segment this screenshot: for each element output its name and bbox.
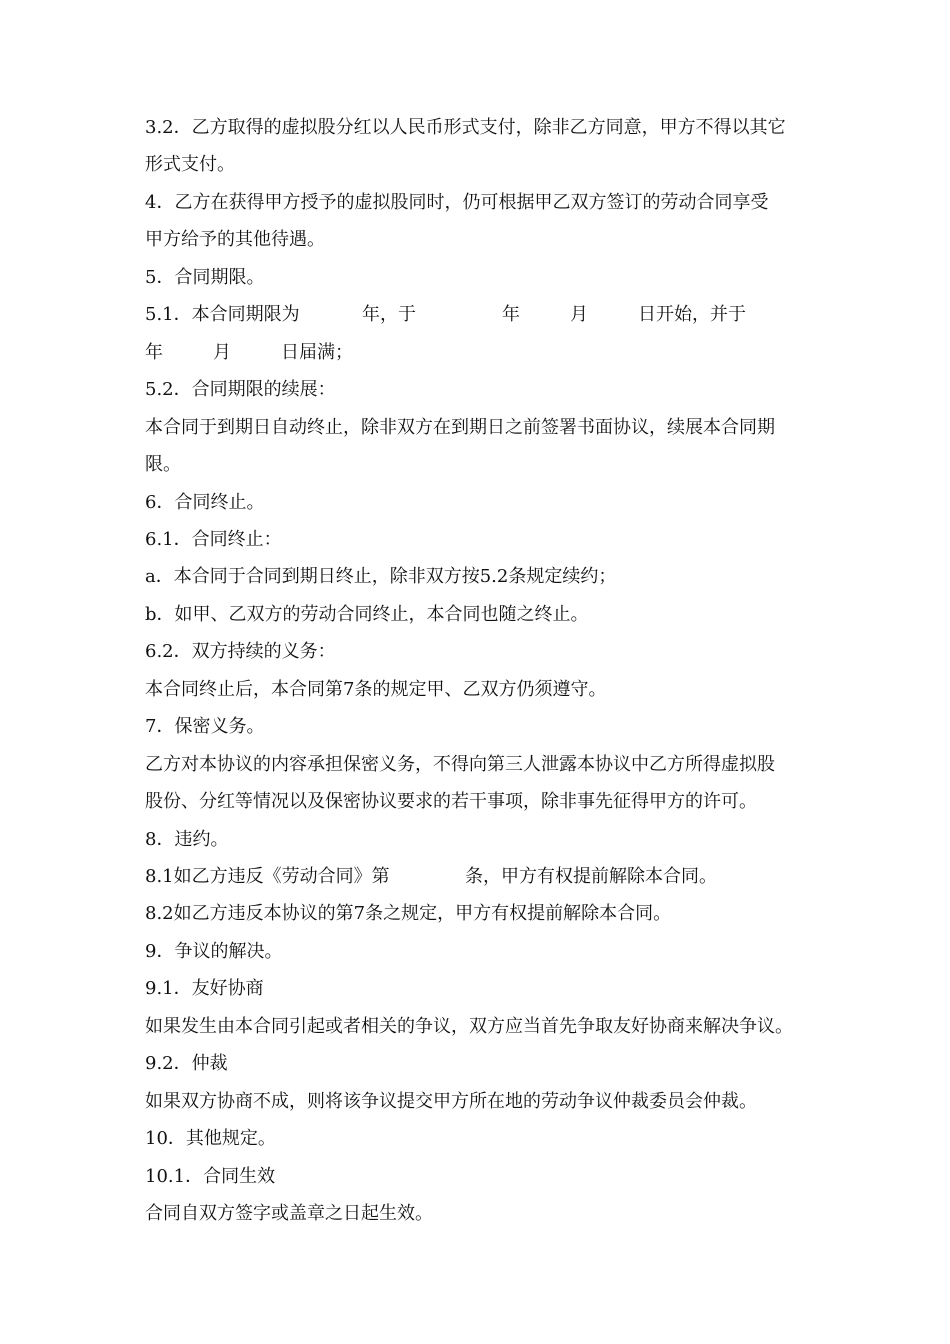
term-line-segment: 年: [502, 304, 520, 326]
paragraph-line: 9.1．友好协商: [145, 978, 264, 1000]
paragraph-line: 乙方对本协议的内容承担保密义务，不得向第三人泄露本协议中乙方所得虚拟股: [145, 753, 775, 775]
paragraph-line: 8.2如乙方违反本协议的第7条之规定，甲方有权提前解除本合同。: [145, 903, 672, 925]
paragraph-line: 6.2．双方持续的义务：: [145, 641, 336, 663]
term-line-segment: 5.1．本合同期限为: [145, 304, 300, 326]
breach-line-segment: 条，甲方有权提前解除本合同。: [465, 866, 717, 887]
paragraph-line: 4．乙方在获得甲方授予的虚拟股同时，仍可根据甲乙双方签订的劳动合同享受: [145, 191, 769, 213]
paragraph-line: 10.1．合同生效: [145, 1165, 276, 1187]
paragraph-line: 8．违约。: [145, 828, 229, 850]
term-line2-segment: 月: [213, 341, 231, 363]
paragraph-line: 6.1．合同终止：: [145, 528, 282, 550]
paragraph-line: 形式支付。: [145, 154, 235, 176]
paragraph-line: b．如甲、乙双方的劳动合同终止，本合同也随之终止。: [145, 603, 589, 625]
paragraph-line: 如果双方协商不成，则将该争议提交甲方所在地的劳动争议仲裁委员会仲裁。: [145, 1090, 757, 1112]
paragraph-line: 合同自双方签字或盖章之日起生效。: [145, 1203, 433, 1225]
paragraph-line: a．本合同于合同到期日终止，除非双方按5.2条规定续约；: [145, 566, 617, 588]
paragraph-line: 3.2．乙方取得的虚拟股分红以人民币形式支付，除非乙方同意，甲方不得以其它: [145, 117, 786, 138]
paragraph-line: 7．保密义务。: [145, 716, 265, 738]
paragraph-line: 9.2．仲裁: [145, 1053, 228, 1075]
term-line2-segment: 日届满；: [281, 341, 353, 363]
paragraph-line: 如果发生由本合同引起或者相关的争议，双方应当首先争取友好协商来解决争议。: [145, 1015, 793, 1037]
paragraph-line: 甲方给予的其他待遇。: [145, 229, 325, 251]
paragraph-line: 9．争议的解决。: [145, 940, 283, 962]
breach-line-segment: 8.1如乙方违反《劳动合同》第: [145, 866, 390, 887]
term-line-segment: 日开始，并于: [638, 304, 746, 326]
paragraph-line: 5．合同期限。: [145, 266, 265, 288]
paragraph-line: 股份、分红等情况以及保密协议要求的若干事项，除非事先征得甲方的许可。: [145, 791, 757, 813]
paragraph-line: 10．其他规定。: [145, 1128, 276, 1150]
paragraph-line: 5.2．合同期限的续展：: [145, 379, 336, 401]
term-line2-segment: 年: [145, 341, 163, 363]
paragraph-line: 限。: [145, 454, 181, 476]
paragraph-line: 本合同于到期日自动终止，除非双方在到期日之前签署书面协议，续展本合同期: [145, 416, 775, 438]
paragraph-line: 本合同终止后，本合同第7条的规定甲、乙双方仍须遵守。: [145, 678, 607, 700]
term-line-segment: 月: [570, 304, 588, 326]
paragraph-line: 6．合同终止。: [145, 491, 265, 513]
term-line-segment: 年，于: [362, 304, 416, 326]
